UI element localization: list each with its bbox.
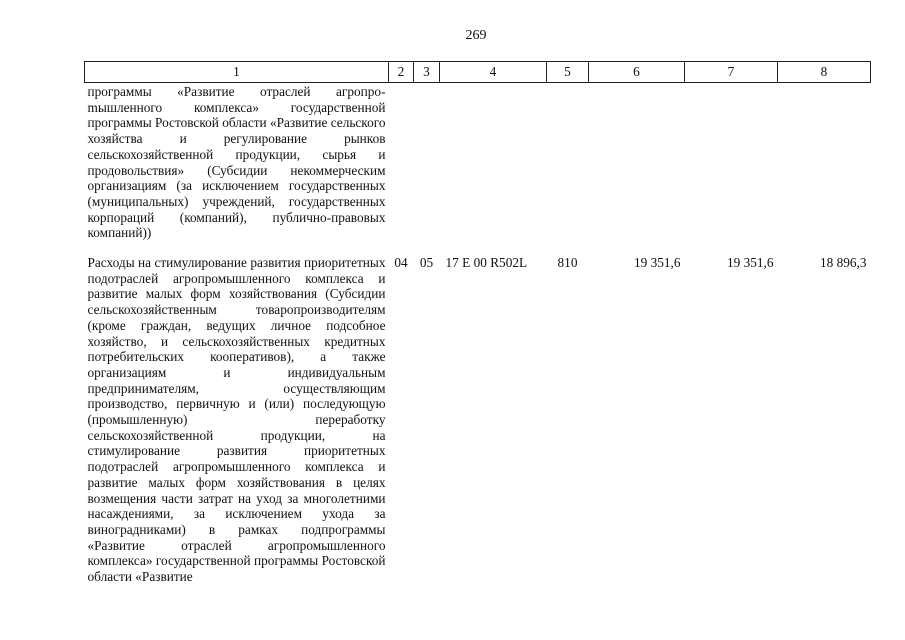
cell-expense-type: 810 [557, 255, 578, 271]
cell-amount-1 [589, 83, 685, 256]
table-row [85, 255, 871, 585]
cell-target-article: 17 Е 00 R502L [445, 255, 528, 271]
row-description: Расходы на стимулирование развития приоритетных подотраслей агропромышленного комплекса и развитие малых форм хозяйствования (Субсидии сельскохозяйственным товаропроизводителям (кроме граждан, ведущих личное подсобное хозяйство, и сельскохозяйственных кредитных потребительских кооперативов), а также организациям и индивидуальным предпринимателям, осуществляющим производство, первичную и (или) последующую (промышленную) переработку сельскохозяйственной продукции, на стимулирование развития приоритетных подотраслей агропромышленного комплекса и развитие малых форм хозяйствования в целях возмещения части затрат на уход за многолетними насаждениями, за исключением ухода за виноградниками) в рамках подпрограммы «Развитие отраслей агропромышленного комплекса» государственной программы Ростовской области «Развитие [87, 255, 386, 585]
column-header: 1 [85, 62, 389, 83]
column-header: 6 [589, 62, 685, 83]
cell-amount-3: 18 896,3 [819, 255, 867, 271]
cell-amount-1: 19 351,6 [633, 255, 681, 271]
table-row [85, 83, 871, 256]
cell-amount-2 [685, 83, 778, 256]
cell-amount-3 [778, 83, 871, 256]
cell-section: 04 [394, 255, 408, 271]
cell-subsection: 05 [419, 255, 434, 271]
table-header-row [85, 62, 871, 83]
column-header: 4 [440, 62, 547, 83]
column-header: 7 [685, 62, 778, 83]
column-header: 8 [778, 62, 871, 83]
page-number: 269 [465, 28, 487, 43]
cell-section [389, 83, 414, 256]
column-header: 2 [389, 62, 414, 83]
cell-subsection [414, 83, 440, 256]
column-header: 5 [547, 62, 589, 83]
row-description: программы «Развитие отраслей агропроmышленного комплекса» государственной программы Ростовской области «Развитие сельского хозяйства и регулирование рынков сельскохозяйственной продукции, сырья и продовольствия» (Субсидии некоммерческим организациям (за исключением государственных (муниципальных) учреждений, государственных корпораций (компаний), публично-правовых компаний)) [87, 84, 386, 241]
budget-table [84, 61, 871, 585]
cell-amount-2: 19 351,6 [726, 255, 774, 271]
cell-target-article [440, 83, 547, 256]
column-header: 3 [414, 62, 440, 83]
cell-expense-type [547, 83, 589, 256]
